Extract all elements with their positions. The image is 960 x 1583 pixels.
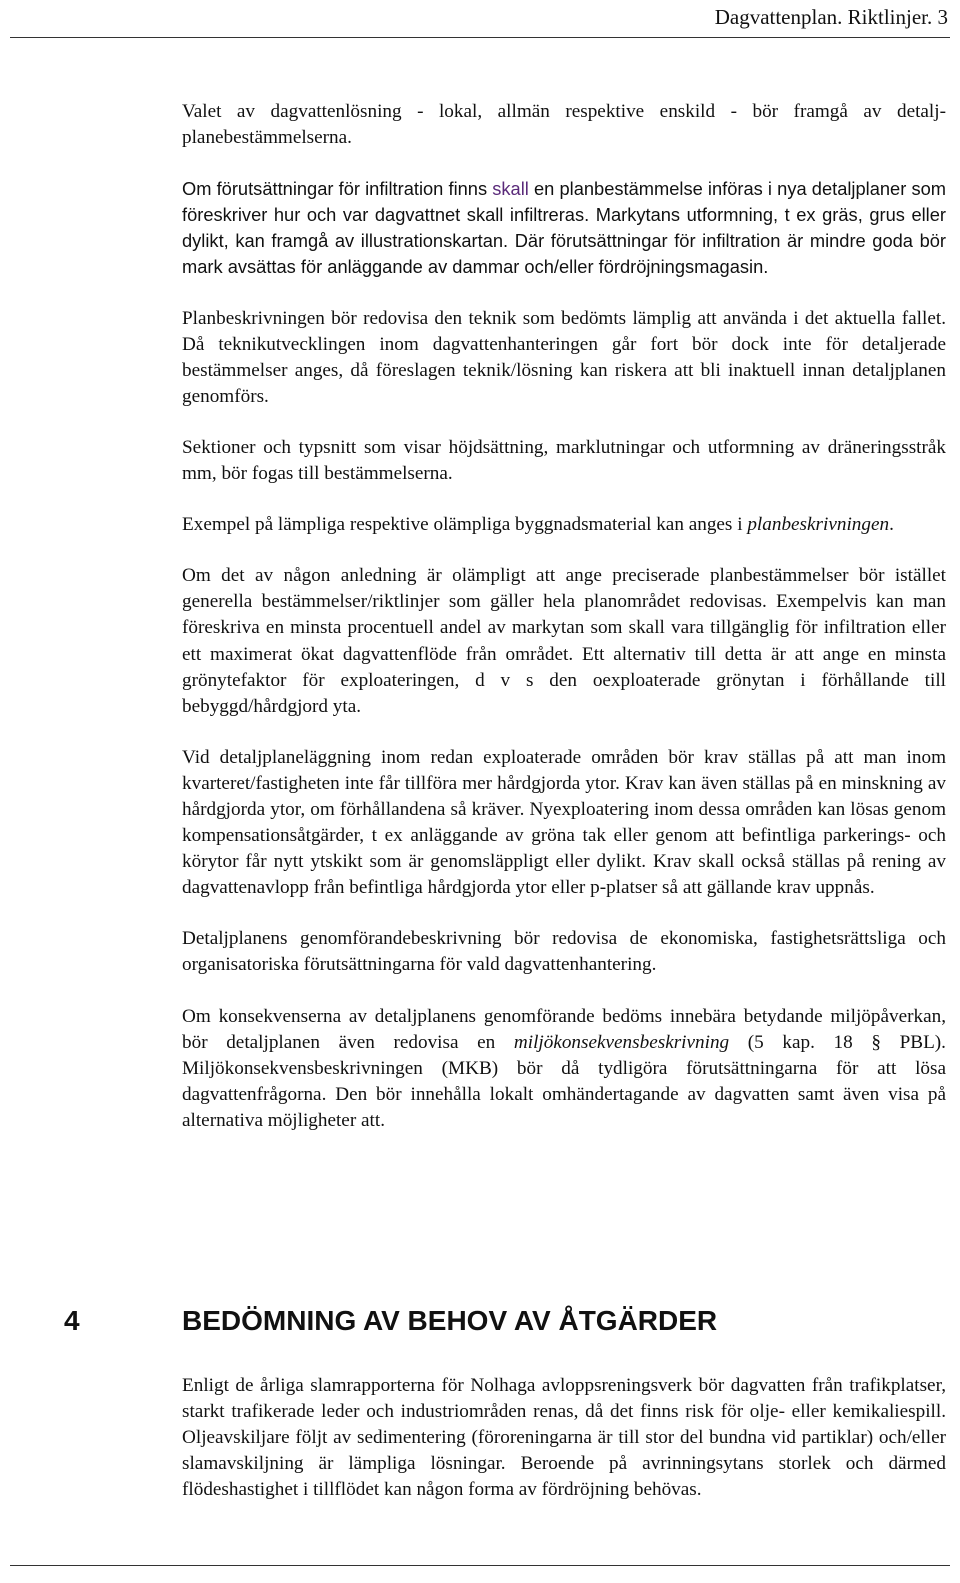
section-body (182, 1373, 946, 1528)
section-number: 4 (64, 1305, 80, 1336)
emphasis-planbeskrivningen: planbeskrivningen (747, 514, 890, 536)
paragraph-sektioner: Sektioner och typsnitt som visar höjdsättning, marklutningar och utformning av dräneringsstråk mm, bör fogas till bestämmelserna. (182, 436, 946, 485)
paragraph-genomforandebeskrivning: Detaljplanens genomförandebeskrivning bör redovisa de ekonomiska, fastighetsrättsliga och organisatoriska förutsättningarna för vald dagvattenhantering. (182, 928, 946, 976)
running-header: Dagvattenplan. Riktlinjer. 3 (714, 5, 948, 29)
paragraph-exploaterade-omraden: Vid detaljplaneläggning inom redan exploaterade områden bör krav ställas på att man inom kvarteret/fastigheten inte får tillföra mer hårdgjorda ytor. Krav kan även ställas på en minskning av hårdgjorda ytor, om förhållandena så kräver. Nyexploatering inom dessa områden kan lösas genom kompensationsåtgärder, t ex anläggande av gröna tak eller genom att befintliga parkerings- och körytor får nytt ytskikt som är genomsläppligt eller dylikt. Krav skall också ställas på rening av dagvattenavlopp från befintliga hårdgjorda ytor eller p-platser så att gällande krav uppnås. (182, 746, 946, 899)
paragraph-text: Exempel på lämpliga respektive olämpliga byggnadsmaterial kan anges i (182, 514, 748, 536)
paragraph-infiltration (182, 176, 946, 280)
paragraph-solution-choice: Valet av dagvattenlösning - lokal, allmän respektive enskild - bör framgå av detalj-planebestämmelserna. (182, 101, 946, 149)
document-body (182, 99, 946, 1159)
paragraph-generella-bestammelser: Om det av någon anledning är olämpligt att ange preciserade planbestämmelser bör istället generella bestämmelser/riktlinjer som gäller hela planområdet redovisas. Exempelvis kan man föreskriva en minsta procentuell andel av markytan som skall vara tillgänglig för infiltration eller ett maximerat ökat dagvattenflöde från området. Ett alternativ till detta är att ange en minsta grönytefaktor för exploateringen, d v s den oexploaterade grönytan i förhållande till bebyggd/hårdgjord yta. (182, 565, 946, 717)
paragraph-text: Om konsekvenserna av detaljplanens genomförande bedöms innebära betydande miljöpåverkan, bör detaljplanen även redovisa en (182, 1005, 946, 1053)
header-rule (10, 37, 950, 38)
skall-link[interactable]: skall (492, 178, 529, 200)
paragraph-planbeskrivning: Planbeskrivningen bör redovisa den teknik som bedömts lämplig att använda i det aktuella fallet. Då teknikutvecklingen inom dagvattenhanteringen går fort bör dock inte för detaljerade bestämmelser anges, då föreslagen teknik/lösning kan riskera att bli inaktuell innan detaljplanen genomförs. (182, 307, 946, 407)
paragraph-text: . (889, 514, 894, 536)
paragraph-konsekvenser (182, 1004, 946, 1134)
footer-rule (10, 1565, 950, 1566)
paragraph-text: en planbestämmelse införas i nya detaljplaner som föreskriver hur och var dagvattnet skall infiltreras. Markytans utformning, t ex gräs, grus eller dylikt, kan framgå av illustrationskartan. Där förutsättningar för infiltration är mindre goda bör mark avsättas för anläggande av dammar och/eller fördröjningsmagasin. (182, 178, 946, 278)
section-heading (0, 1305, 960, 1345)
emphasis-mkb: miljökonsekvensbeskrivning (513, 1031, 730, 1053)
paragraph-slamrapporter: Enligt de årliga slamrapporterna för Nolhaga avloppsreningsverk bör dagvatten från trafikplatser, starkt trafikerade leder och industriområden renas, då det finns risk för olje- eller kemikaliespill. Oljeavskiljare följt av sedimentering (föroreningarna är till stor del bundna vid partiklar) och/eller slamavskiljning är lämpliga lösningar. Beroende på avrinningsytans storlek och därmed flödeshastighet i tillflödet kan någon forma av fördröjning behövas. (182, 1375, 946, 1501)
paragraph-byggnadsmaterial (182, 512, 946, 538)
paragraph-text: Om förutsättningar för infiltration finns (182, 178, 493, 200)
section-title: BEDÖMNING AV BEHOV AV ÅTGÄRDER (182, 1305, 718, 1336)
paragraph-text: (5 kap. 18 § PBL). Miljökonsekvensbeskrivningen (MKB) bör då tydligöra förutsättningarna för att lösa dagvattenfrågorna. Den bör innehålla lokalt omhändertagande av dagvatten samt även visa på alternativa möjligheter att. (182, 1031, 946, 1131)
